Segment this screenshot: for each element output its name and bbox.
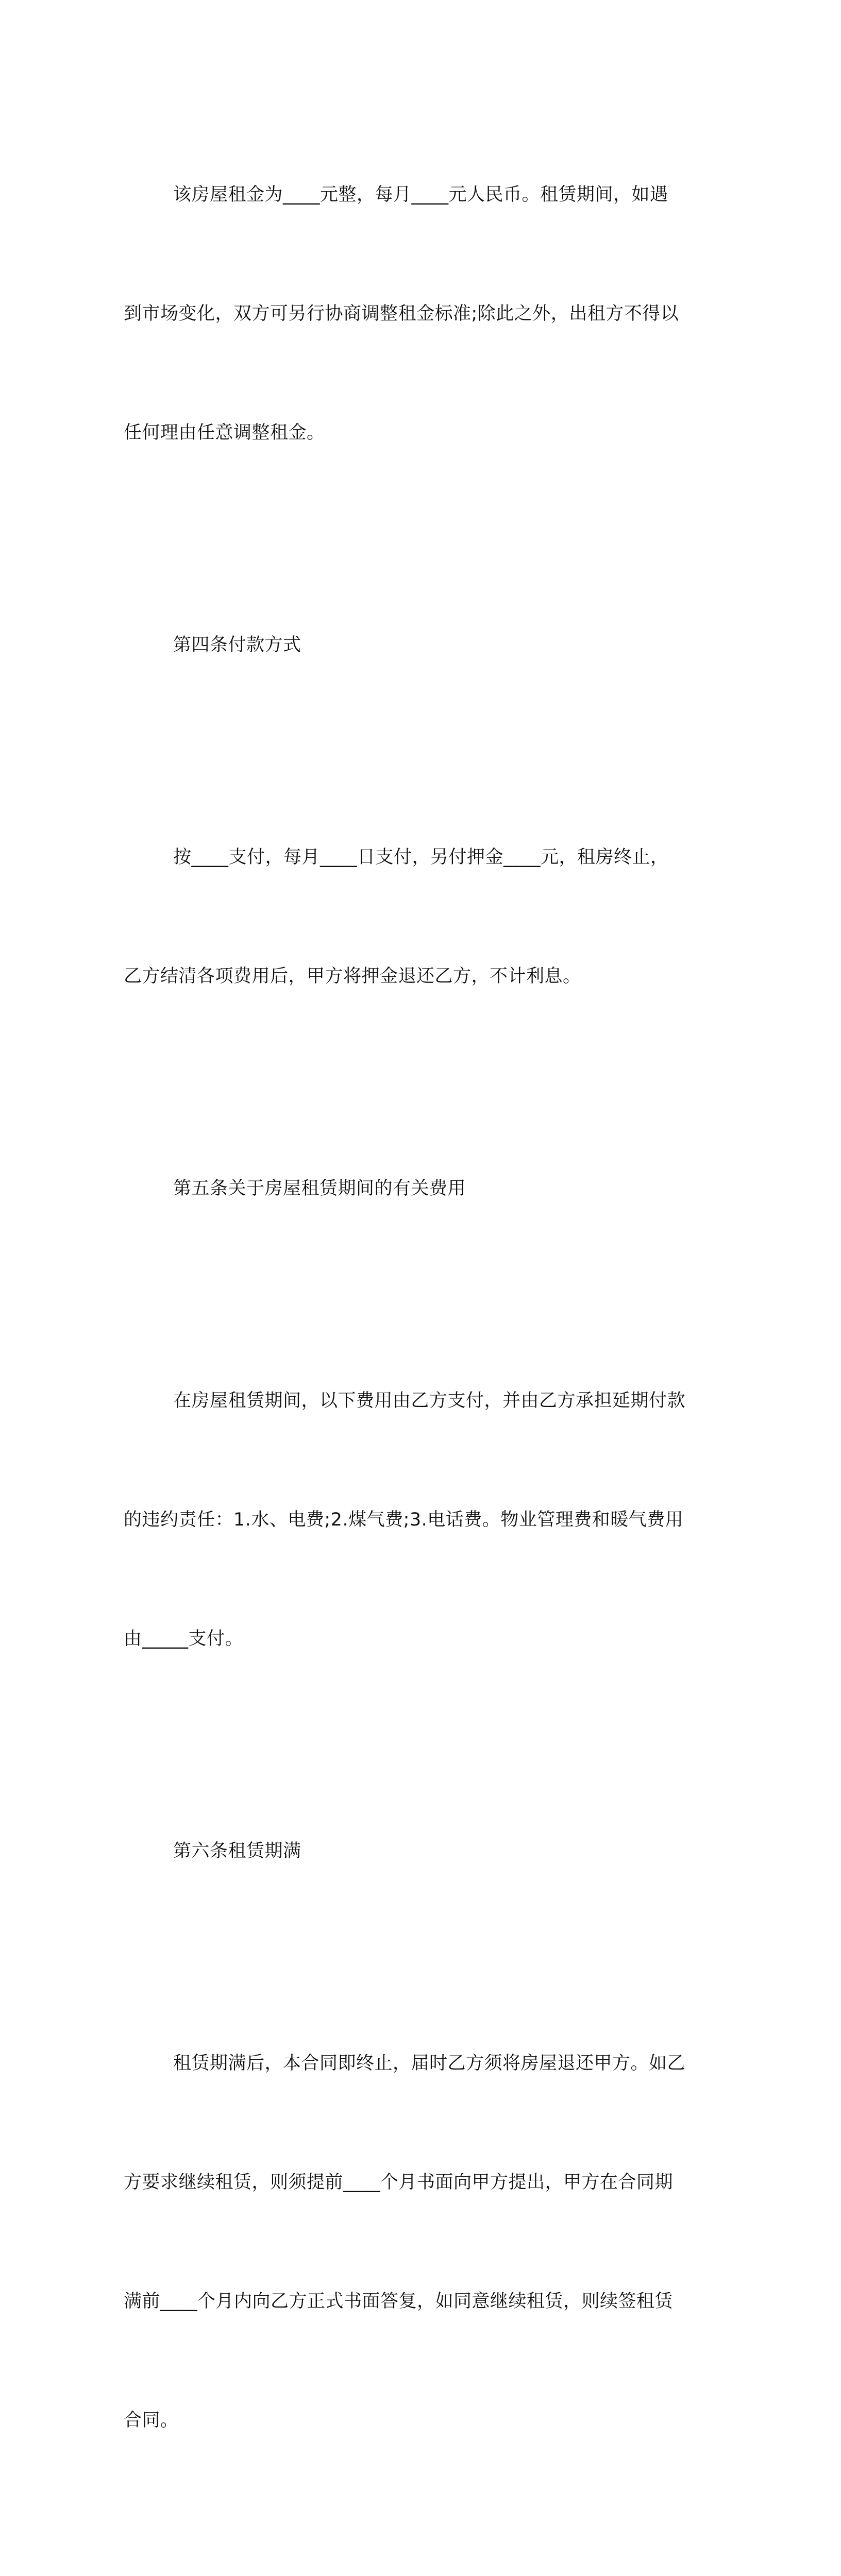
text-line: 按____支付，每月____日支付，另付押金____元，租房终止， [173, 847, 669, 868]
text-line: 满前____个月内向乙方正式书面答复，如同意继续租赁，则续签租赁 [124, 2291, 674, 2312]
heading-article-6 [124, 1752, 711, 1951]
text-line: 由_____支付。 [124, 1629, 244, 1649]
paragraph-payment [124, 758, 711, 1076]
paragraph-lease-expiry [124, 1964, 711, 2520]
text-line: 方要求继续租赁，则须提前____个月书面向甲方提出，甲方在合同期 [124, 2172, 674, 2193]
text-line: 租赁期满后，本合同即终止，届时乙方须将房屋退还甲方。如乙 [173, 2053, 686, 2074]
section-heading: 第四条付款方式 [173, 635, 301, 655]
document-body [124, 96, 711, 2576]
heading-article-4 [124, 546, 711, 744]
section-heading: 第五条关于房屋租赁期间的有关费用 [173, 1178, 466, 1199]
paragraph-rent [124, 96, 711, 532]
heading-article-7 [124, 2534, 711, 2576]
text-line: 合同。 [124, 2410, 179, 2431]
text-line: 该房屋租金为____元整，每月____元人民币。租赁期间，如遇 [173, 184, 668, 205]
heading-article-5 [124, 1090, 711, 1288]
text-line: 到市场变化，双方可另行协商调整租金标准;除此之外，出租方不得以 [124, 303, 679, 324]
text-line: 的违约责任：1.水、电费;2.煤气费;3.电话费。物业管理费和暖气费用 [124, 1510, 684, 1530]
text-line: 在房屋租赁期间，以下费用由乙方支付，并由乙方承担延期付款 [173, 1391, 686, 1411]
text-line: 乙方结清各项费用后，甲方将押金退还乙方，不计利息。 [124, 966, 581, 987]
section-heading: 第六条租赁期满 [173, 1841, 301, 1861]
text-line: 任何理由任意调整租金。 [124, 422, 325, 443]
paragraph-fees [124, 1302, 711, 1738]
